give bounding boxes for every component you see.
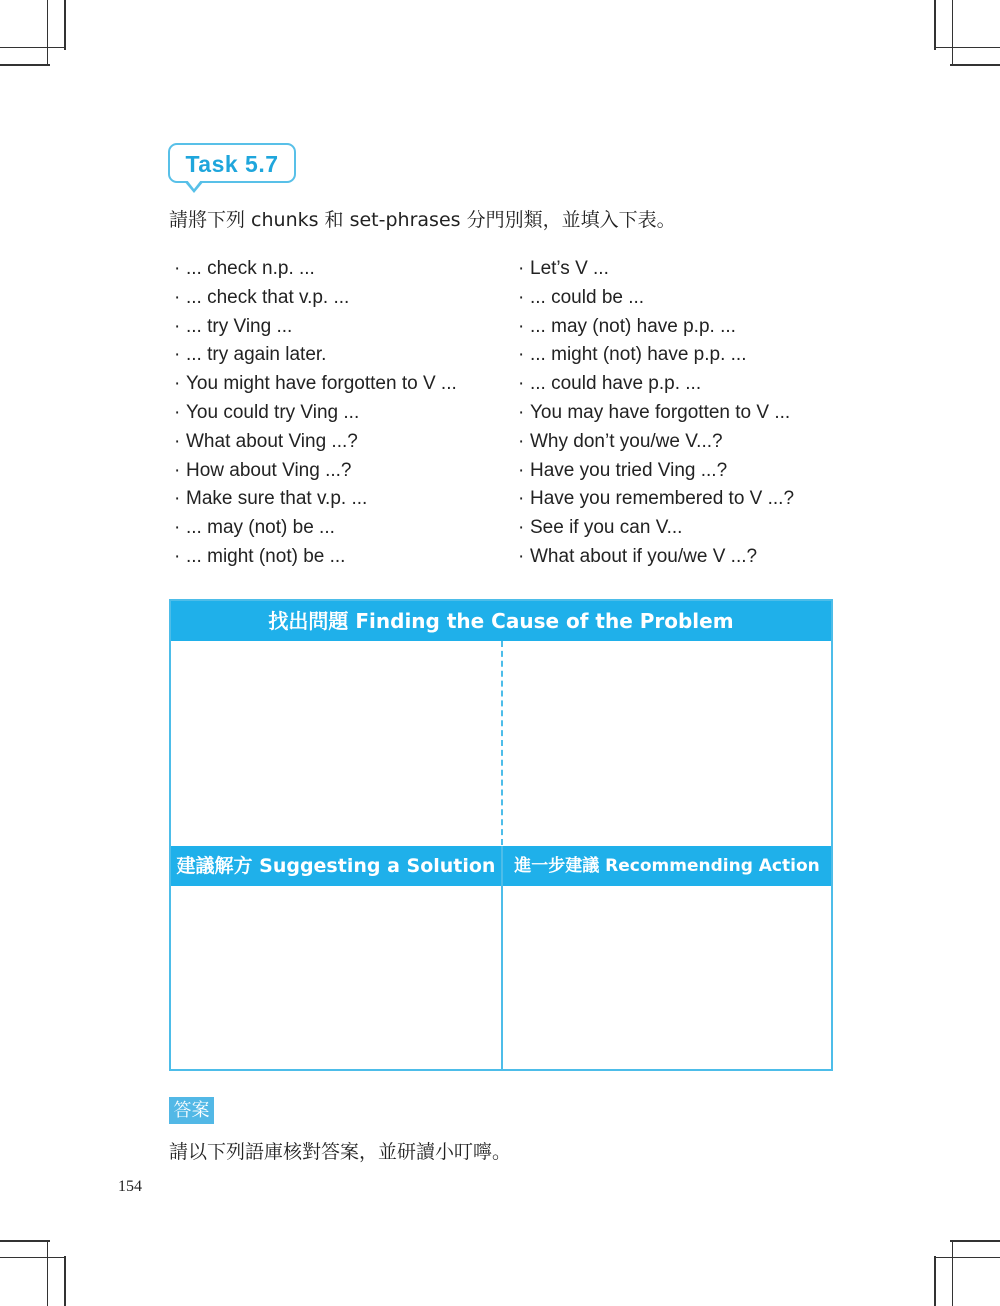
bullet-dot: ·: [174, 430, 181, 452]
phrase-text: ... might (not) be ...: [186, 545, 346, 567]
bullet-dot: ·: [518, 401, 525, 423]
crop-mark-top-left-v2: [47, 0, 48, 66]
crop-mark-top-right-v2: [952, 0, 953, 66]
classification-table: [169, 599, 833, 1071]
phrase-text: Have you tried Ving ...?: [530, 459, 728, 481]
bullet-dot: ·: [174, 545, 181, 567]
crop-mark-bottom-left-v2: [47, 1240, 48, 1306]
phrase-text: ... try again later.: [186, 344, 327, 366]
bullet-dot: ·: [518, 315, 525, 337]
phrase-item: [518, 341, 794, 370]
phrase-text: You could try Ving ...: [186, 401, 360, 423]
finding-header: 找出問題 Finding the Cause of the Problem: [171, 601, 831, 641]
bullet-dot: ·: [174, 488, 181, 510]
bullet-dot: ·: [174, 517, 181, 539]
phrase-text: ... might (not) have p.p. ...: [530, 344, 747, 366]
bullet-dot: ·: [518, 430, 525, 452]
phrase-item: [174, 284, 457, 313]
phrase-item: [174, 428, 457, 457]
phrase-item: [518, 485, 794, 514]
phrase-text: ... may (not) be ...: [186, 517, 335, 539]
phrase-item: [174, 399, 457, 428]
page-number: 154: [118, 1178, 142, 1195]
crop-mark-top-right-v: [934, 0, 936, 50]
answer-badge: 答案: [169, 1097, 214, 1124]
phrase-item: [174, 255, 457, 284]
bullet-dot: ·: [174, 373, 181, 395]
crop-mark-top-left-h2: [0, 47, 66, 48]
phrase-item: [174, 313, 457, 342]
phrase-text: See if you can V...: [530, 517, 683, 539]
crop-mark-bottom-left-v: [64, 1256, 66, 1306]
phrase-text: ... check n.p. ...: [186, 258, 315, 279]
crop-mark-bottom-right-v2: [952, 1240, 953, 1306]
phrase-item: [518, 428, 794, 457]
phrase-item: [518, 284, 794, 313]
phrase-text: Let’s V ...: [530, 258, 609, 279]
bullet-dot: ·: [518, 459, 525, 481]
bullet-dot: ·: [518, 258, 525, 279]
instruction-text: 請將下列 chunks 和 set-phrases 分門別類，並填入下表。: [169, 209, 676, 231]
phrase-item: [174, 514, 457, 543]
phrase-text: How about Ving ...?: [186, 459, 352, 481]
phrase-item: [174, 543, 457, 572]
phrase-item: [518, 255, 794, 284]
task-label: Task 5.7: [185, 151, 279, 177]
bullet-dot: ·: [518, 344, 525, 366]
suggesting-header: 建議解方 Suggesting a Solution: [171, 846, 501, 886]
phrase-text: You might have forgotten to V ...: [186, 373, 457, 395]
answer-note: 請以下列語庫核對答案，並研讀小叮嚀。: [169, 1141, 512, 1163]
task-badge: [168, 143, 296, 183]
phrase-text: Have you remembered to V ...?: [530, 488, 795, 510]
phrase-item: [518, 543, 794, 572]
crop-mark-top-left-v: [64, 0, 66, 50]
crop-mark-top-right-h2: [934, 47, 1000, 48]
crop-mark-bottom-left-h2: [0, 1257, 66, 1258]
phrase-text: Why don’t you/we V...?: [530, 430, 723, 452]
phrase-text: ... try Ving ...: [186, 315, 293, 337]
bullet-dot: ·: [174, 286, 181, 308]
phrase-item: [174, 370, 457, 399]
phrase-text: What about if you/we V ...?: [530, 545, 758, 567]
bullet-dot: ·: [174, 315, 181, 337]
phrase-text: Make sure that v.p. ...: [186, 488, 368, 510]
bullet-dot: ·: [174, 258, 181, 279]
phrase-item: [518, 457, 794, 486]
bullet-dot: ·: [518, 373, 525, 395]
crop-mark-top-right-h: [950, 64, 1000, 66]
bullet-dot: ·: [174, 344, 181, 366]
phrase-item: [174, 341, 457, 370]
phrase-text: ... may (not) have p.p. ...: [530, 315, 736, 337]
phrase-list-left: [174, 255, 457, 572]
bullet-dot: ·: [518, 488, 525, 510]
crop-mark-bottom-right-h: [950, 1240, 1000, 1242]
phrase-text: ... could have p.p. ...: [530, 373, 702, 395]
dashed-divider: [501, 641, 503, 845]
bullet-dot: ·: [174, 401, 181, 423]
phrase-text: ... check that v.p. ...: [186, 286, 350, 308]
phrase-list-right: [518, 255, 794, 572]
phrase-text: ... could be ...: [530, 286, 645, 308]
phrase-item: [174, 485, 457, 514]
crop-mark-bottom-right-v: [934, 1256, 936, 1306]
phrase-item: [174, 457, 457, 486]
crop-mark-bottom-right-h2: [934, 1257, 1000, 1258]
phrase-item: [518, 514, 794, 543]
crop-mark-top-left-h: [0, 64, 50, 66]
bullet-dot: ·: [518, 517, 525, 539]
phrase-item: [518, 313, 794, 342]
bullet-dot: ·: [518, 286, 525, 308]
phrase-item: [518, 399, 794, 428]
bullet-dot: ·: [518, 545, 525, 567]
crop-mark-bottom-left-h: [0, 1240, 50, 1242]
phrase-text: You may have forgotten to V ...: [530, 401, 791, 423]
bullet-dot: ·: [174, 459, 181, 481]
phrase-item: [518, 370, 794, 399]
phrase-text: What about Ving ...?: [186, 430, 358, 452]
recommending-header: 進一步建議 Recommending Action: [503, 846, 831, 886]
